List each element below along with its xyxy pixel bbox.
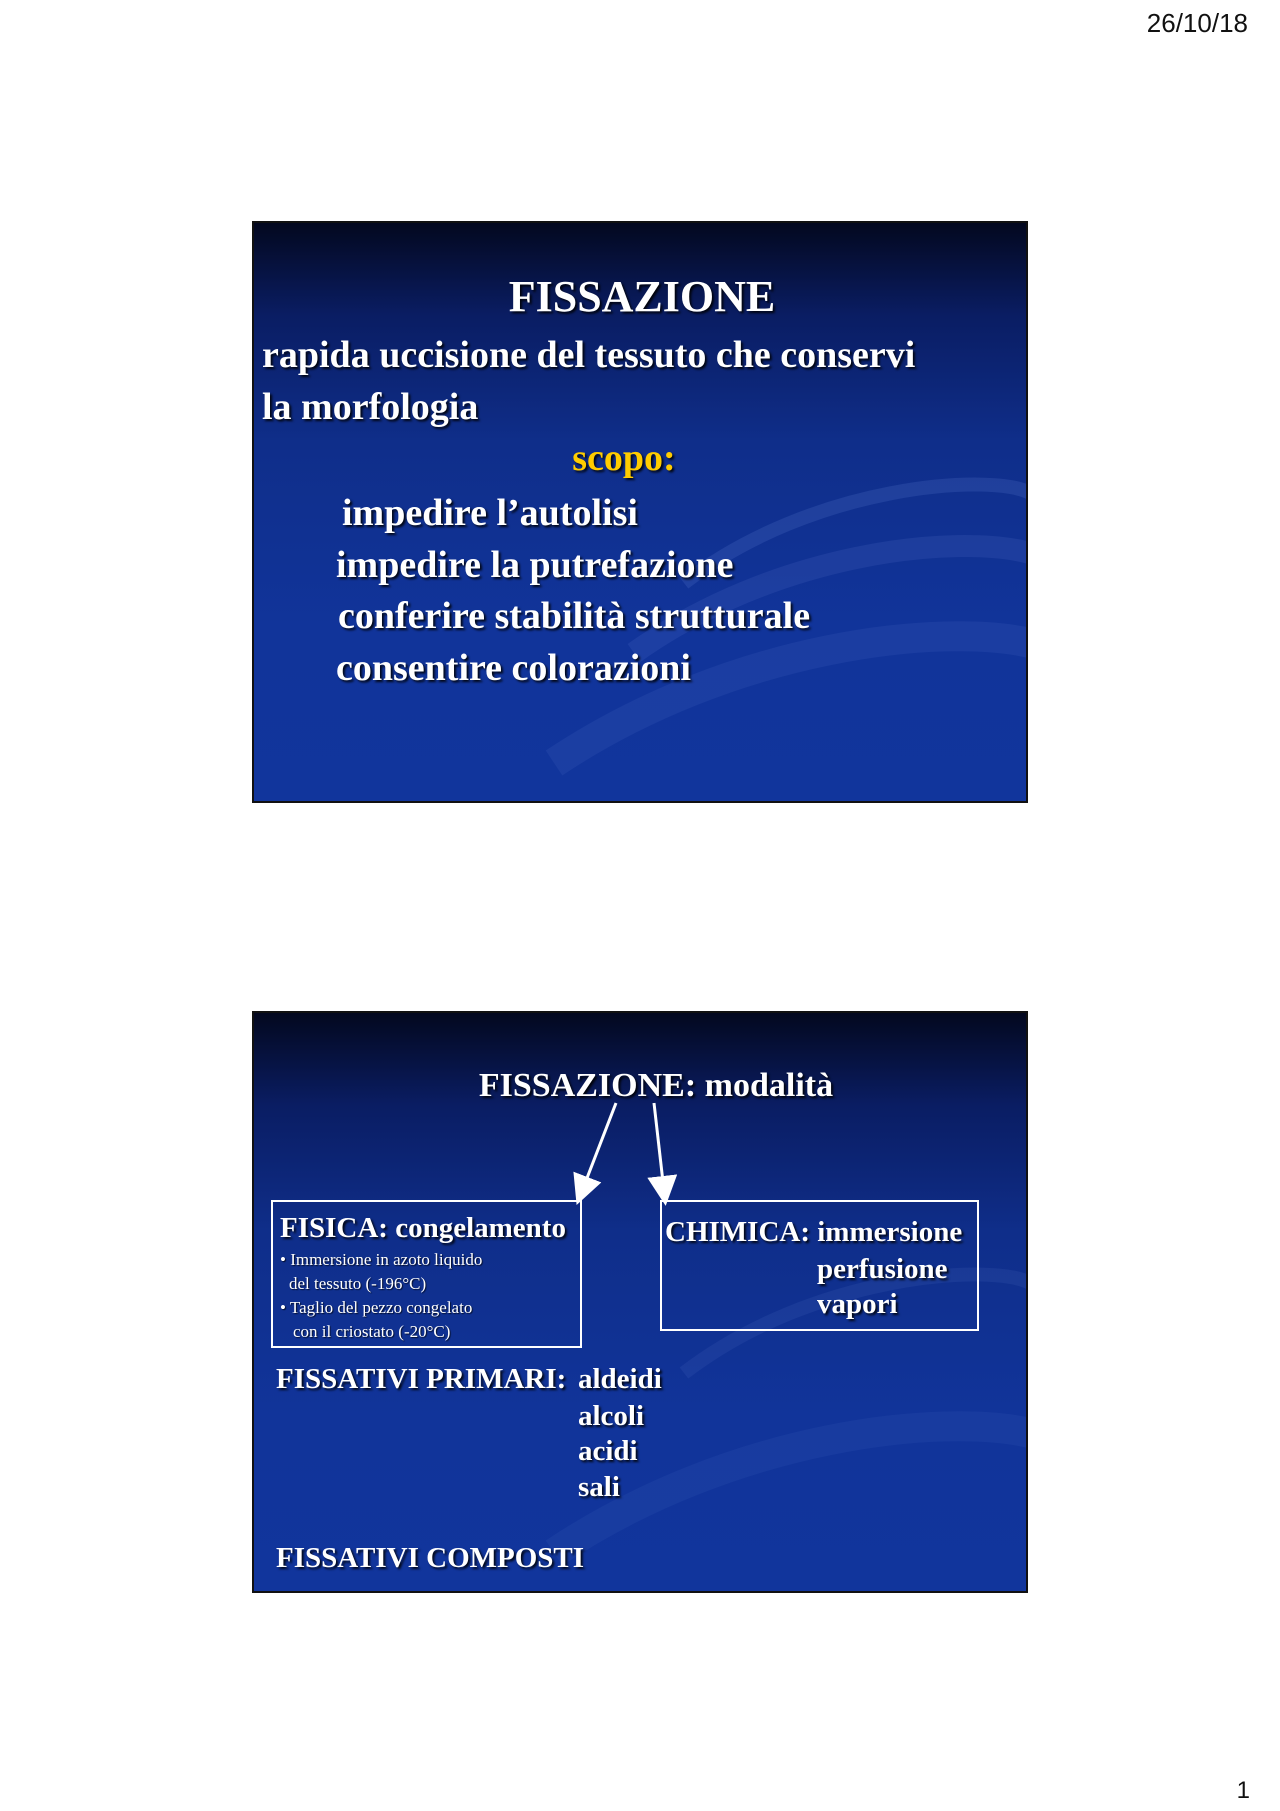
chimica-item: vapori <box>817 1288 898 1320</box>
primari-item: acidi <box>578 1435 638 1467</box>
primari-item: alcoli <box>578 1400 645 1432</box>
arrow-to-fisica <box>582 1103 616 1191</box>
goal-item: impedire la putrefazione <box>336 544 734 586</box>
definition-line-2: la morfologia <box>262 386 479 428</box>
goal-item: conferire stabilità strutturale <box>338 595 811 637</box>
scopo-label: scopo: <box>572 437 676 479</box>
slide-fissazione-modalita <box>252 1011 1028 1593</box>
fisica-note: del tessuto (-196°C) <box>289 1274 427 1293</box>
goal-item: impedire l’autolisi <box>342 492 638 534</box>
fisica-heading: FISICA: congelamento <box>280 1212 566 1244</box>
page-number: 1 <box>1236 1777 1250 1804</box>
fisica-box <box>271 1200 582 1348</box>
primari-label: FISSATIVI PRIMARI: <box>276 1363 567 1395</box>
slide-title: FISSAZIONE <box>508 272 776 321</box>
chimica-item: perfusione <box>817 1253 948 1285</box>
definition-line-1: rapida uccisione del tessuto che conservi <box>262 334 916 376</box>
primari-item: aldeidi <box>578 1363 662 1395</box>
fisica-note: • Immersione in azoto liquido <box>280 1250 483 1269</box>
goal-item: consentire colorazioni <box>336 647 691 689</box>
slide-fissazione <box>252 221 1028 803</box>
slide-title: FISSAZIONE: modalità <box>478 1067 834 1104</box>
composti-label: FISSATIVI COMPOSTI <box>276 1542 585 1574</box>
chimica-heading: CHIMICA: immersione <box>665 1216 963 1248</box>
primari-item: sali <box>578 1471 620 1503</box>
page-date: 26/10/18 <box>1146 8 1248 38</box>
fisica-note: con il criostato (-20°C) <box>293 1322 451 1341</box>
arrow-to-chimica <box>654 1103 664 1191</box>
fisica-note: • Taglio del pezzo congelato <box>280 1298 473 1317</box>
chimica-box <box>660 1200 979 1331</box>
